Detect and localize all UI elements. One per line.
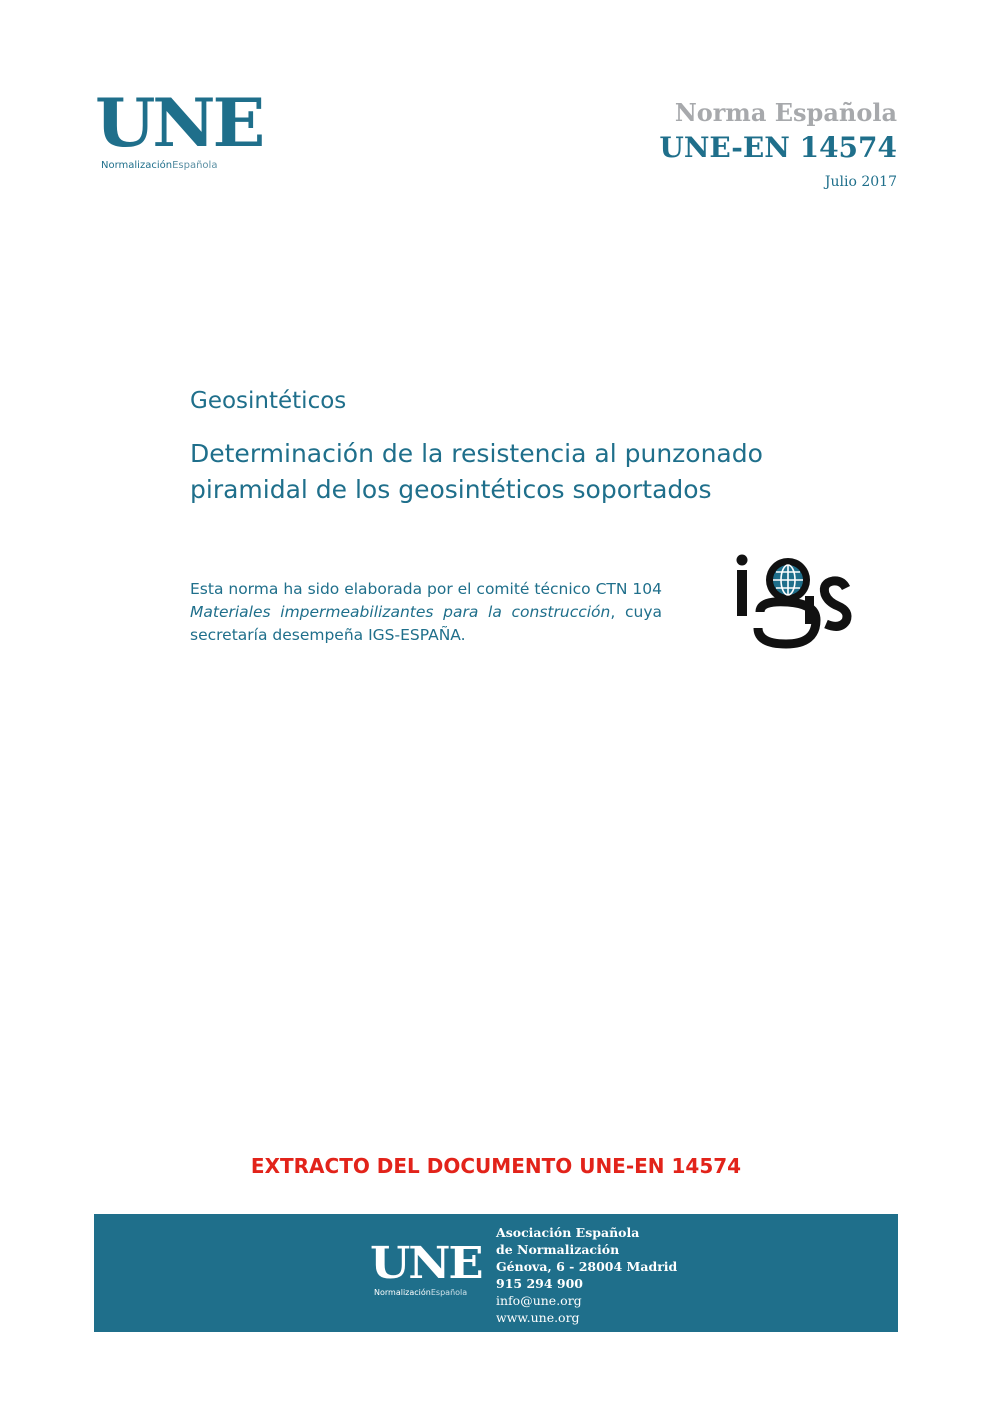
une-logo-mark: UNE [95,84,263,162]
document-title: Determinación de la resistencia al punzonado piramidal de los geosintéticos soportados [190,439,763,504]
committee-note: Esta norma ha sido elaborada por el comité técnico CTN 104 Materiales impermeabilizantes para la construcción, cuya secretaría desempeña IGS-ESPAÑA. [190,580,663,644]
org-address: Génova, 6 - 28004 Madrid [496,1259,678,1274]
org-phone: 915 294 900 [496,1276,583,1291]
committee-name: Materiales impermeabilizantes para la construcción [190,603,611,621]
org-name-line1: Asociación Española [496,1225,640,1240]
footer-logo-subtitle: NormalizaciónEspañola [374,1288,468,1297]
une-logo-subtitle: NormalizaciónEspañola [101,160,218,171]
footer-une-logo [370,1238,482,1297]
org-name-line2: de Normalización [496,1242,620,1257]
standard-code: UNE-EN 14574 [659,131,897,164]
standard-label: Norma Española [674,98,897,127]
extract-notice: EXTRACTO DEL DOCUMENTO UNE-EN 14574 [250,1154,742,1178]
standard-date: Julio 2017 [824,174,897,190]
org-email-link[interactable]: info@une.org [496,1293,582,1308]
une-logo [95,84,263,180]
footer-contact [496,1224,677,1326]
footer-logo-mark: UNE [370,1238,482,1289]
document-subject: Geosintéticos [190,388,347,414]
org-web-link[interactable]: www.une.org [496,1310,580,1325]
igs-logo-icon [730,550,855,650]
standard-header [659,98,897,190]
footer-band [94,1214,898,1332]
